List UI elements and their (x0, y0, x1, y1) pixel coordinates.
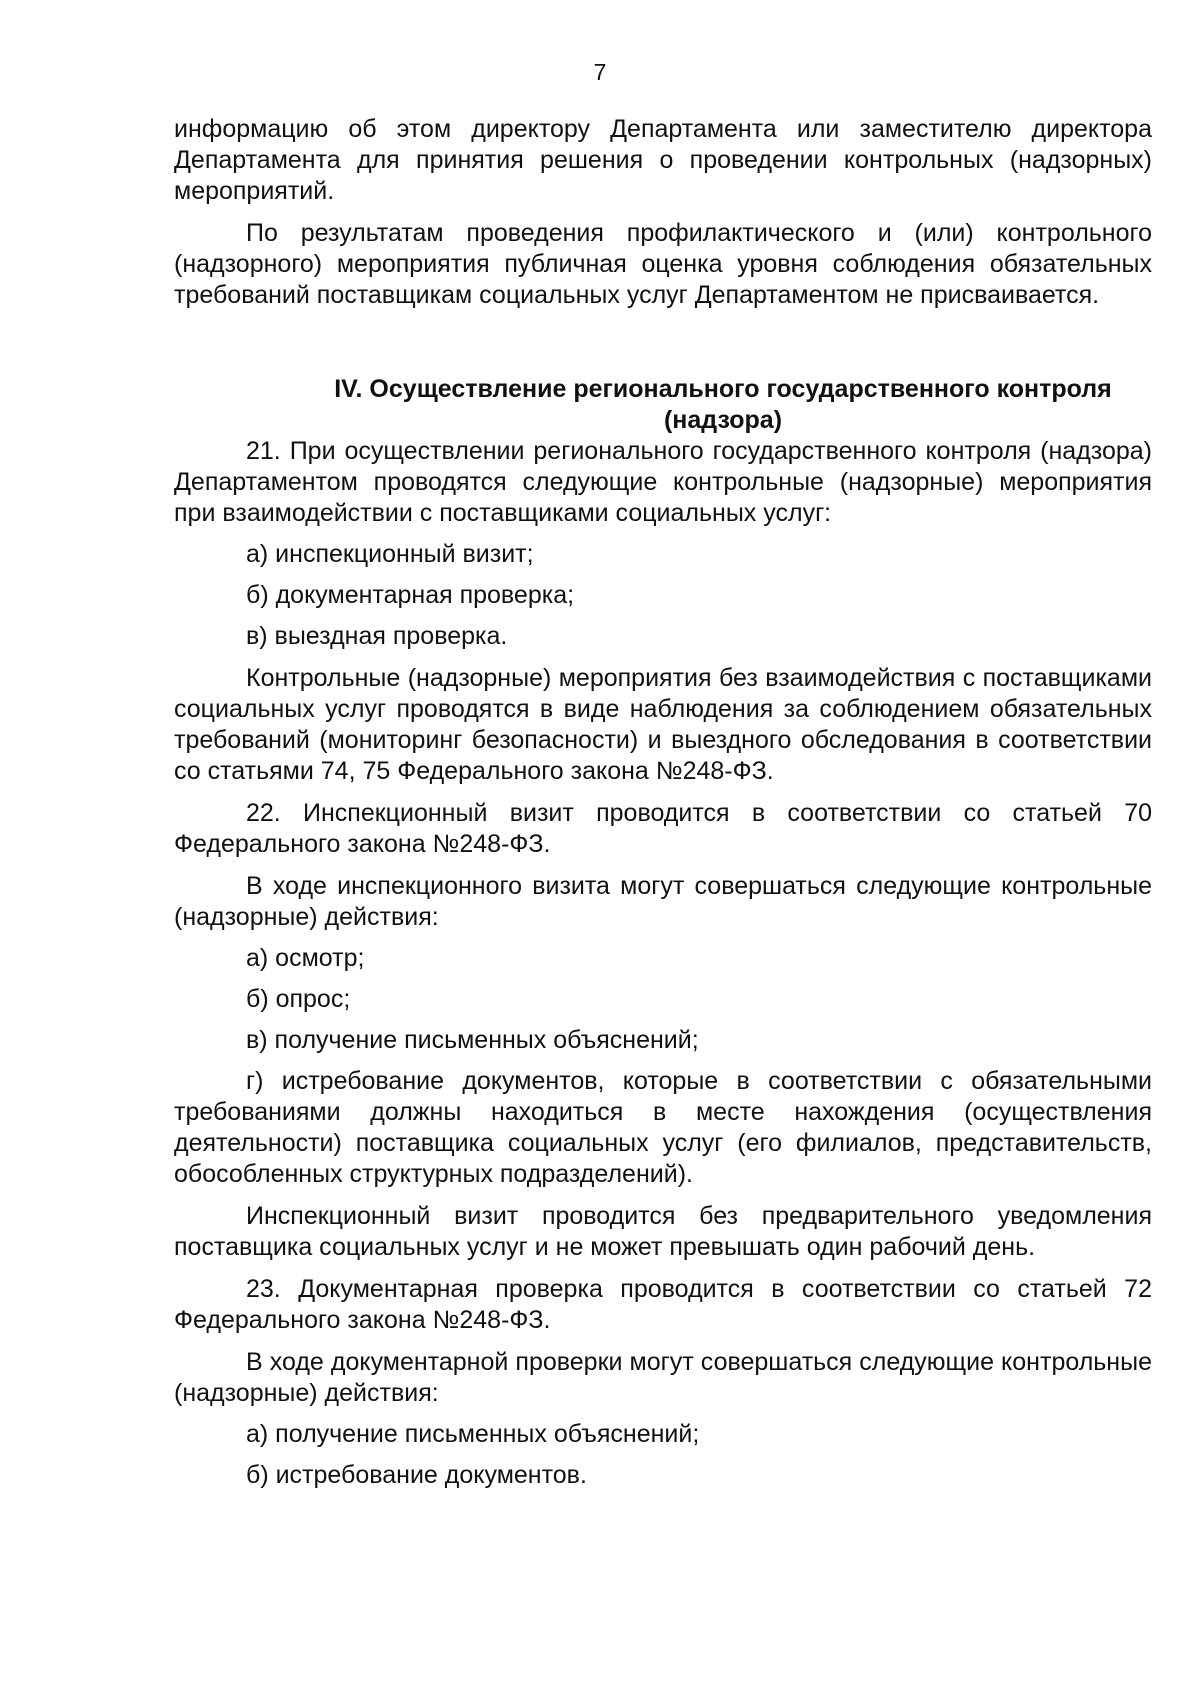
paragraph-inspection-actions: В ходе инспекционного визита могут совершаться следующие контрольные (надзорные) действия: (174, 872, 1152, 931)
paragraph-23: 23. Документарная проверка проводится в соответствии со статьей 72 Федерального закона №248-ФЗ. (174, 1275, 1152, 1334)
page-number: 7 (593, 59, 607, 85)
list-item: а) получение письменных объяснений; (246, 1420, 700, 1448)
paragraph-public-assessment: По результатам проведения профилактического и (или) контрольного (надзорного) мероприятия публичная оценка уровня соблюдения обязательных требований поставщикам социальных услуг Департаментом не присваивается. (174, 219, 1152, 309)
document-body (174, 114, 1152, 1491)
list-item: а) инспекционный визит; (246, 540, 534, 568)
list-item: б) опрос; (246, 985, 351, 1013)
paragraph-no-interaction-measures: Контрольные (надзорные) мероприятия без взаимодействия с поставщиками социальных услуг проводятся в виде наблюдения за соблюдением обязательных требований (мониторинг безопасности) и выездного обследования в соответствии со статьями 74, 75 Федерального закона №248-ФЗ. (174, 664, 1152, 785)
paragraph-inspection-duration: Инспекционный визит проводится без предварительного уведомления поставщика социальных услуг и не может превышать один рабочий день. (174, 1202, 1152, 1261)
list-item: б) документарная проверка; (246, 581, 575, 609)
section-heading-iv: IV. Осуществление регионального государственного контроля (надзора) (334, 375, 1112, 434)
list-item: в) получение письменных объяснений; (246, 1026, 699, 1054)
paragraph-22: 22. Инспекционный визит проводится в соответствии со статьей 70 Федерального закона №248-ФЗ. (174, 799, 1152, 858)
list-item: а) осмотр; (246, 944, 365, 972)
list-item: б) истребование документов. (246, 1461, 587, 1489)
paragraph-21: 21. При осуществлении регионального государственного контроля (надзора) Департаментом проводятся следующие контрольные (надзорные) мероприятия при взаимодействии с поставщиками социальных услуг: (174, 437, 1152, 527)
list-item: в) выездная проверка. (246, 622, 508, 650)
paragraph-documentary-actions: В ходе документарной проверки могут совершаться следующие контрольные (надзорные) действия: (174, 1348, 1152, 1407)
list-item: г) истребование документов, которые в соответствии с обязательными требованиями должны находиться в месте нахождения (осуществления деятельности) поставщика социальных услуг (его филиалов, представительств, обособленных структурных подразделений). (174, 1067, 1152, 1188)
paragraph-continuation: информацию об этом директору Департамента или заместителю директора Департамента для принятия решения о проведении контрольных (надзорных) мероприятий. (174, 115, 1152, 205)
